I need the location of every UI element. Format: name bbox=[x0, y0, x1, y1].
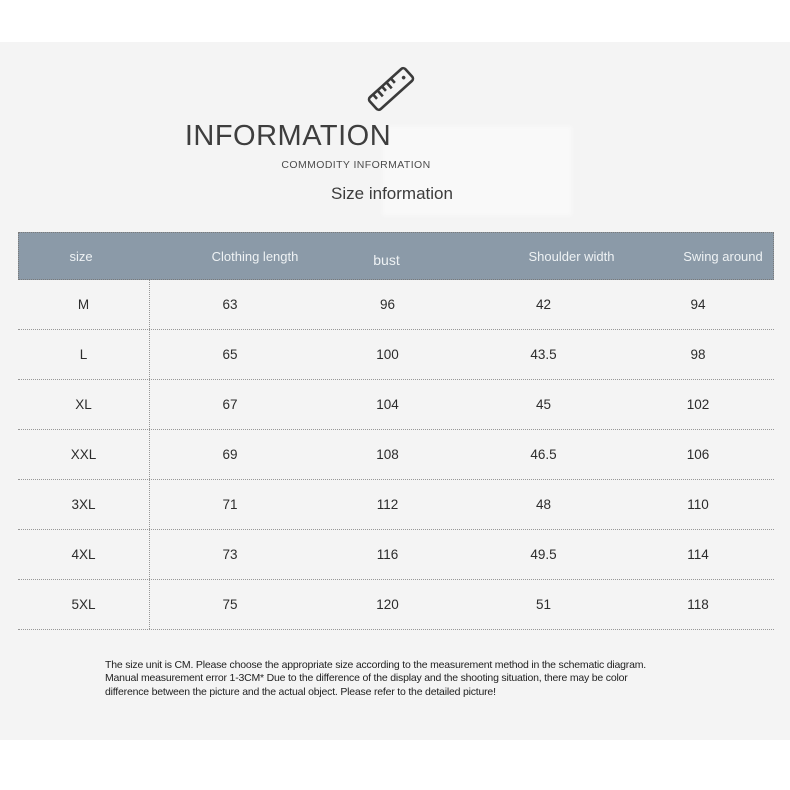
size-cell: XXL bbox=[18, 430, 150, 479]
table-row bbox=[18, 530, 774, 580]
size-cell: 5XL bbox=[18, 580, 150, 629]
value-cell: 96 bbox=[379, 297, 396, 312]
value-cell: 49.5 bbox=[530, 547, 557, 562]
size-note bbox=[105, 659, 646, 699]
value-cell: 67 bbox=[222, 397, 238, 412]
value-cell: 51 bbox=[535, 597, 552, 612]
size-cell: 4XL bbox=[18, 530, 150, 579]
size-table bbox=[18, 232, 774, 630]
ruler-icon bbox=[362, 60, 420, 118]
value-cell: 94 bbox=[690, 297, 706, 312]
value-cell: 112 bbox=[376, 497, 399, 512]
note-line: The size unit is CM. Please choose the appropriate size according to the measurement method in the schematic diagram. bbox=[105, 659, 646, 671]
value-cell: 110 bbox=[687, 497, 709, 512]
size-cell: 3XL bbox=[18, 480, 150, 529]
value-cell: 118 bbox=[687, 597, 709, 612]
section-title: Size information bbox=[331, 184, 453, 203]
table-header-row bbox=[18, 232, 774, 280]
value-cell: 45 bbox=[535, 397, 552, 412]
value-cell: 42 bbox=[535, 297, 552, 312]
note-line: Manual measurement error 1-3CM* Due to the difference of the display and the shooting situation, there may be color bbox=[105, 672, 628, 685]
value-cell: 73 bbox=[222, 547, 238, 562]
column-header-size: size bbox=[69, 248, 93, 264]
page-title: INFORMATION bbox=[184, 120, 392, 152]
value-cell: 104 bbox=[376, 397, 399, 412]
table-row bbox=[18, 380, 774, 430]
size-cell: XL bbox=[18, 380, 150, 429]
table-row bbox=[18, 330, 774, 380]
value-cell: 98 bbox=[690, 347, 706, 362]
value-cell: 120 bbox=[376, 597, 399, 612]
size-cell: M bbox=[18, 280, 150, 329]
table-row bbox=[18, 580, 774, 630]
value-cell: 102 bbox=[686, 397, 710, 412]
column-header-clothing-length: Clothing length bbox=[211, 248, 299, 264]
value-cell: 108 bbox=[376, 447, 399, 462]
value-cell: 116 bbox=[376, 547, 399, 562]
column-header-bust: bust bbox=[373, 252, 400, 268]
column-header-shoulder-width: Shoulder width bbox=[528, 248, 615, 264]
content-panel bbox=[0, 42, 790, 740]
table-row bbox=[18, 430, 774, 480]
table-body bbox=[18, 280, 774, 630]
value-cell: 43.5 bbox=[530, 347, 557, 362]
value-cell: 46.5 bbox=[530, 447, 557, 462]
size-cell: L bbox=[18, 330, 150, 379]
value-cell: 63 bbox=[222, 297, 238, 312]
value-cell: 75 bbox=[222, 597, 238, 612]
table-row bbox=[18, 480, 774, 530]
page-subtitle: COMMODITY INFORMATION bbox=[281, 159, 431, 171]
value-cell: 71 bbox=[222, 497, 238, 512]
value-cell: 69 bbox=[222, 447, 238, 462]
note-line: difference between the picture and the actual object. Please refer to the detailed picture! bbox=[105, 685, 496, 698]
value-cell: 106 bbox=[686, 447, 710, 462]
value-cell: 100 bbox=[376, 347, 399, 362]
column-header-swing-around: Swing around bbox=[683, 248, 763, 264]
table-row bbox=[18, 280, 774, 330]
value-cell: 65 bbox=[222, 347, 238, 362]
value-cell: 48 bbox=[535, 497, 552, 512]
value-cell: 114 bbox=[687, 547, 709, 562]
